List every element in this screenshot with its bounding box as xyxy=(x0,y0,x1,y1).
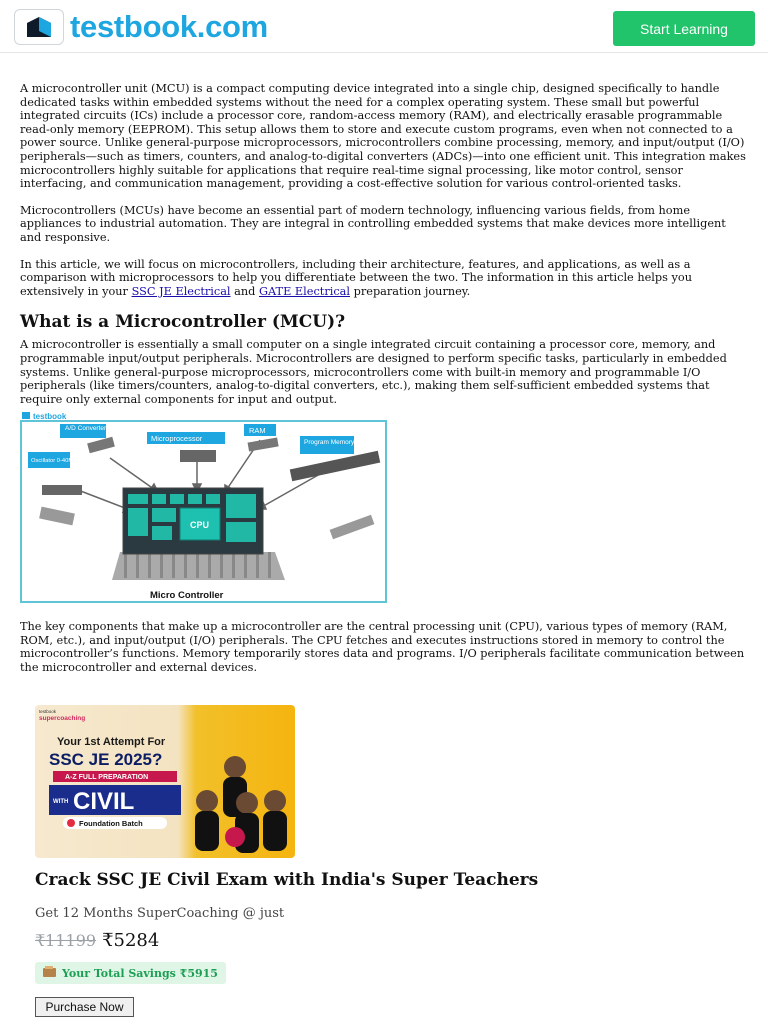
key-components-paragraph: The key components that make up a microcontroller are the central processing unit (CPU), various types of memory (RAM, ROM, etc.), and input/output (I/O) peripherals. The CPU fetches and executes instructions stored in memory to control the microcontroller’s functions. Memory temporarily stores data and programs. I/O peripherals facilitate communication between the microcontroller and external devices. xyxy=(20,620,745,675)
microcontroller-diagram xyxy=(20,412,386,602)
logo-text: testbook.com xyxy=(70,9,268,44)
svg-text:Foundation Batch: Foundation Batch xyxy=(79,819,143,828)
svg-text:RAM: RAM xyxy=(249,426,266,436)
discounted-price: ₹5284 xyxy=(102,930,160,951)
original-price: ₹11199 xyxy=(35,931,97,950)
definition-paragraph: A microcontroller is essentially a small computer on a single integrated circuit containing a processor core, memory, and programmable input/output peripherals. Microcontrollers are designed to perform specific tasks, particularly in embedded systems. Unlike general-purpose microprocessors, microcontrollers come with built-in memory and programmable I/O peripherals (like timers/counters, analog-to-digital converters, etc.), making them self-sufficient embedded systems that require only external components for input and output. xyxy=(20,338,727,406)
mcu-importance-paragraph: Microcontrollers (MCUs) have become an essential part of modern technology, influencing various fields, from home appliances to industrial automation. They are integral in controlling embedded systems that make devices more intelligent and responsive. xyxy=(20,203,726,244)
svg-text:WITH: WITH xyxy=(53,799,69,805)
gate-electrical-link[interactable]: GATE Electrical xyxy=(258,284,351,298)
svg-text:CPU: CPU xyxy=(190,520,210,531)
purchase-now-button[interactable]: Purchase Now xyxy=(35,997,134,1017)
svg-text:Oscillator 0-40MHz: Oscillator 0-40MHz xyxy=(31,458,81,465)
svg-text:Program Memory: Program Memory xyxy=(304,439,355,447)
section-heading: What is a Microcontroller (MCU)? xyxy=(20,312,346,333)
promo-card xyxy=(35,705,735,1017)
savings-text: Your Total Savings ₹5915 xyxy=(62,966,218,980)
svg-text:SSC JE 2025?: SSC JE 2025? xyxy=(49,750,163,769)
promo-banner-image[interactable] xyxy=(35,705,295,858)
article-body xyxy=(20,82,748,688)
wallet-icon xyxy=(43,966,56,980)
site-header xyxy=(0,0,768,53)
promo-title: Crack SSC JE Civil Exam with India's Super Teachers xyxy=(35,870,539,890)
svg-text:A/D Converter: A/D Converter xyxy=(65,425,107,433)
intro-paragraph: A microcontroller unit (MCU) is a compact computing device integrated into a single chip, designed specifically to handle dedicated tasks within embedded systems without the need for a complex operating system. These small but powerful integrated circuits (ICs) include a processor core, random-access memory (RAM), and electrically erasable programmable read-only memory (EEPROM). This setup allows them to store and execute custom programs, even when not connected to a power source. Unlike general-purpose microprocessors, microcontrollers combine processing, memory, and input/output (I/O) peripherals—such as timers, counters, and analog-to-digital converters (ADCs)—into one efficient unit. This integration makes microcontrollers highly suitable for applications that require real-time signal processing, like motor control, sensor interfacing, and communication management, providing a cost-effective solution for various control-oriented tasks. xyxy=(20,82,746,191)
promo-subtitle: Get 12 Months SuperCoaching @ just xyxy=(35,906,285,921)
svg-text:supercoaching: supercoaching xyxy=(39,715,86,722)
svg-text:CIVIL: CIVIL xyxy=(73,788,135,815)
teachers-photo xyxy=(195,756,287,853)
savings-badge xyxy=(35,962,226,984)
diagram-brand xyxy=(22,412,67,421)
price-row xyxy=(35,930,735,951)
svg-text:testbook: testbook xyxy=(33,412,67,422)
svg-text:Microprocessor: Microprocessor xyxy=(151,434,203,444)
testbook-logo-icon xyxy=(14,9,64,45)
svg-text:Your 1st Attempt For: Your 1st Attempt For xyxy=(57,736,166,748)
start-learning-button[interactable]: Start Learning xyxy=(613,11,755,46)
ssc-je-electrical-link[interactable]: SSC JE Electrical xyxy=(131,284,231,298)
article-scope-paragraph: In this article, we will focus on microcontrollers, including their architecture, features, and applications, as well as a comparison with microprocessors to help you differentiate between the two. The information in this article helps you extensively in your SSC JE Electrical and GATE Electrical preparation journey. xyxy=(20,257,692,298)
site-logo[interactable] xyxy=(14,9,268,45)
svg-text:A-Z FULL PREPARATION: A-Z FULL PREPARATION xyxy=(65,774,149,781)
diagram-caption: Micro Controller xyxy=(150,590,224,602)
svg-text:testbook: testbook xyxy=(39,709,57,714)
